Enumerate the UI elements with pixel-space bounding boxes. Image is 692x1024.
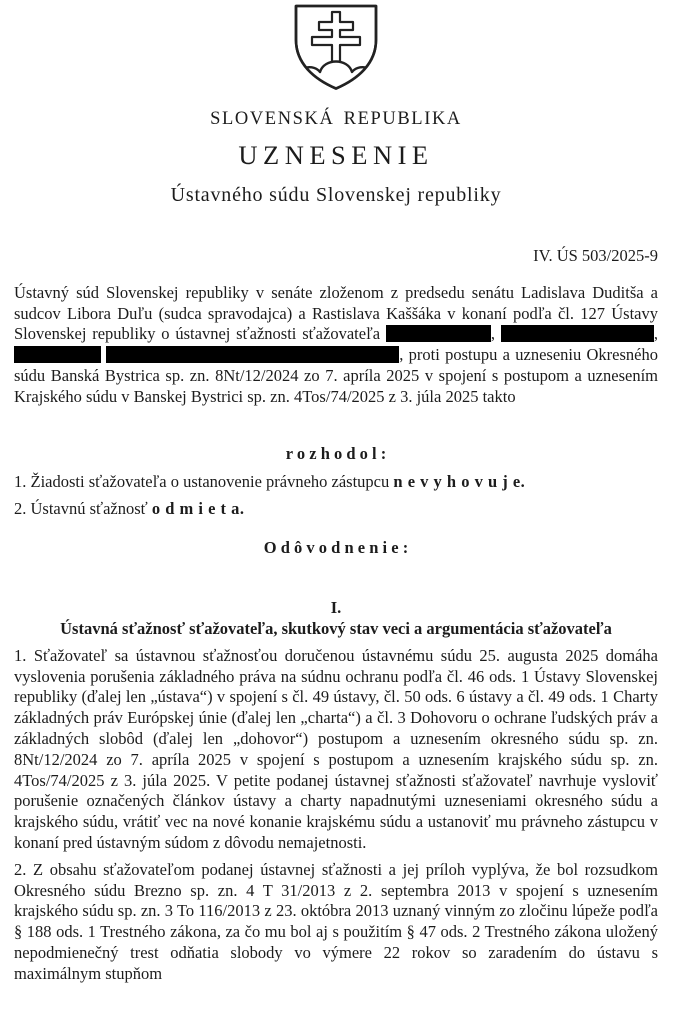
intro-paragraph: Ústavný súd Slovenskej republiky v senáte zloženom z predsedu senátu Ladislava Duditša a sudcov Libora Duľu (sudca spravodajca) a Rastislava Kaššáka v konaní podľa čl. 127 Ústavy Slovenskej republiky o ústavnej sťažnosti sťažovateľa , , , proti postupu a uzneseniu Okresného súdu Banská Bystrica sp. zn. 8Nt/12/2024 zo 7. apríla 2025 v spojení s postupom a uznesením Krajského súdu v Banskej Bystrici sp. zn. 4Tos/74/2025 z 3. júla 2025 takto [14,282,658,406]
bold-spaced-text: o d m i e t a. [151,499,245,519]
redaction-bar [106,346,399,363]
slovak-coat-of-arms-icon [290,2,382,92]
section-number: I. [330,598,342,618]
bold-spaced-text: n e v y h o v u j e. [393,472,526,492]
body-paragraph-1: 1. Sťažovateľ sa ústavnou sťažnosťou doručenou ústavnému súdu 25. augusta 2025 domáha vyslovenia porušenia základného práva na súdnu ochranu podľa čl. 46 ods. 1 Ústavy Slovenskej republiky (ďalej len „ústava“) v spojení s čl. 49 ústavy, čl. 50 ods. 6 ústavy a čl. 49 ods. 1 Charty základných práv Európskej únie (ďalej len „charta“) a čl. 3 Dohovoru o ochrane ľudských práv a základných slobôd (ďalej len „dohovor“) postupom a uznesením okresného súdu sp. zn. 8Nt/12/2024 zo 7. apríla 2025 v spojení s postupom a uznesením krajského súdu sp. zn. 4Tos/74/2025 z 3. júla 2025. V petite podanej ústavnej sťažnosti sťažovateľ navrhuje vysloviť porušenie označených článkov ústavy a charty napadnutými uzneseniami okresného súdu a krajského súdu, vrátiť vec na nové konanie krajskému súdu a ustanoviť mu právneho zástupcu v konaní pred ústavným súdom z dôvodu nemajetnosti. [14,645,658,852]
ruling-item-1: 1. Žiadosti sťažovateľa o ustanovenie právneho zástupcu n e v y h o v u j e. [14,472,526,492]
body-paragraph-2: 2. Z obsahu sťažovateľom podanej ústavnej sťažnosti a jej príloh vyplýva, že bol rozsudkom Okresného súdu Brezno sp. zn. 4 T 31/2013 z 2. septembra 2013 v spojení s uznesením krajského súdu sp. zn. 3 To 116/2013 z 23. októbra 2013 uznaný vinným zo zločinu lúpeže podľa § 188 ods. 1 Trestného zákona, za čo mu bol aj s použitím § 47 ods. 2 Trestného zákona uložený nepodmienečný trest odňatia slobody vo výmere 22 rokov so zaradením do ústavu s maximálnym stupňom [14,859,658,983]
ruling-heading: r o z h o d o l : [285,443,387,463]
reasoning-heading: O d ô v o d n e n i e : [263,538,409,558]
ruling-item-2: 2. Ústavnú sťažnosť o d m i e t a. [14,499,245,519]
issuing-court-line: Ústavného súdu Slovenskej republiky [170,184,502,206]
document-title: UZNESENIE [238,140,434,170]
case-number: IV. ÚS 503/2025-9 [533,246,658,265]
redaction-bar [14,346,101,363]
redaction-bar [501,325,654,342]
section-title: Ústavná sťažnosť sťažovateľa, skutkový stav veci a argumentácia sťažovateľa [60,618,612,638]
country-title: SLOVENSKÁ REPUBLIKA [210,109,462,129]
redaction-bar [386,325,491,342]
